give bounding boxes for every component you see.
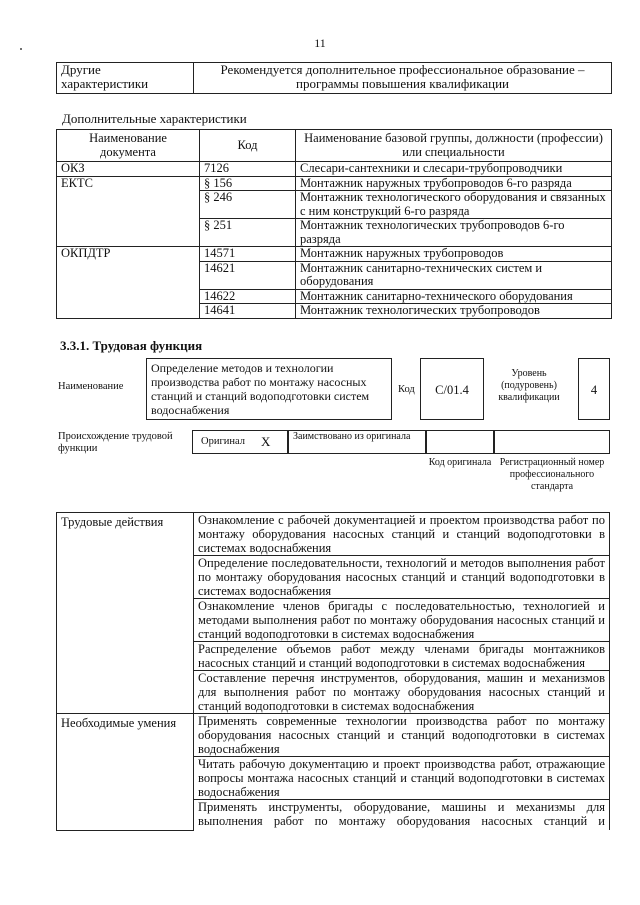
code-cell: 14641 [200, 304, 296, 319]
table-row [57, 162, 612, 177]
function-details-table [56, 512, 610, 831]
name-cell: Монтажник наружных трубопроводов 6-го разряда [296, 176, 612, 191]
code-original-label: Код оригинала [428, 457, 492, 468]
code-cell: 7126 [200, 162, 296, 177]
name-cell: Монтажник технологического оборудования и связанных с ним конструкций 6-го разряда [296, 191, 612, 219]
name-cell: Монтажник наружных трубопроводов [296, 247, 612, 262]
function-code-box: C/01.4 [420, 358, 484, 420]
col-header-code: Код [200, 130, 296, 162]
original-box [192, 430, 288, 454]
action-item: Составление перечня инструментов, оборудования, машин и механизмов для выполнения работ по монтажу оборудования насосных станций и станций водоподготовки в системах водоснабжения [194, 671, 610, 714]
function-name-box: Определение методов и технологии производства работ по монтажу насосных станций и станций водоподготовки систем водоснабжения [146, 358, 392, 420]
doc-cell: ЕКТС [57, 176, 200, 247]
table-row [57, 513, 610, 556]
doc-cell: ОКПДТР [57, 247, 200, 319]
col-header-name: Наименование базовой группы, должности (профессии) или специальности [296, 130, 612, 162]
col-header-doc: Наименование документа [57, 130, 200, 162]
reg-number-label: Регистрационный номер профессионального стандарта [499, 457, 605, 492]
additional-title: Дополнительные характеристики [62, 111, 247, 126]
function-heading: 3.3.1. Трудовая функция [60, 338, 203, 353]
origin-label: Происхождение трудовой функции [58, 431, 173, 454]
name-cell: Монтажник технологических трубопроводов 6-го разряда [296, 219, 612, 247]
table-row [57, 176, 612, 191]
name-cell: Слесари-сантехники и слесари-трубопроводчики [296, 162, 612, 177]
other-label: Другие характеристики [57, 63, 194, 94]
name-cell: Монтажник санитарно-технического оборудования [296, 289, 612, 304]
action-item: Ознакомление членов бригады с последовательностью, технологией и методами выполнения работ по монтажу оборудования насосных станций и станций водоподготовки в системах водоснабжения [194, 599, 610, 642]
level-value-box: 4 [578, 358, 610, 420]
borrowed-box: Заимствовано из оригинала [288, 430, 426, 454]
actions-label: Трудовые действия [57, 513, 194, 714]
table-row [57, 247, 612, 262]
skills-label: Необходимые умения [57, 714, 194, 831]
code-cell: § 156 [200, 176, 296, 191]
code-cell: 14571 [200, 247, 296, 262]
action-item: Определение последовательности, технологий и методов выполнения работ по монтажу оборудования насосных станций и станций водоподготовки в системах водоснабжения [194, 556, 610, 599]
additional-table [56, 129, 612, 319]
reg-number-box [494, 430, 610, 454]
other-text: Рекомендуется дополнительное профессиональное образование – программы повышения квалификации [194, 63, 612, 94]
original-mark: X [261, 434, 271, 449]
action-item: Ознакомление с рабочей документацией и проектом производства работ по монтажу оборудования насосных станций и станций водоподготовки в системах водоснабжения [194, 513, 610, 556]
other-characteristics-table [56, 62, 612, 94]
code-cell: § 251 [200, 219, 296, 247]
level-label: Уровень (подуровень) квалификации [498, 368, 560, 403]
skill-item: Применять современные технологии производства работ по монтажу оборудования насосных станций и станций водоподготовки в системах водоснабжения [194, 714, 610, 757]
name-cell: Монтажник технологических трубопроводов [296, 304, 612, 319]
code-original-box [426, 430, 494, 454]
scan-speck [20, 48, 22, 50]
code-label: Код [398, 384, 415, 395]
code-cell: 14622 [200, 289, 296, 304]
code-cell: § 246 [200, 191, 296, 219]
skill-item: Читать рабочую документацию и проект производства работ, отражающие вопросы монтажа насосных станций и станций водоподготовки в системах водоснабжения [194, 757, 610, 800]
name-label: Наименование [58, 381, 124, 392]
table-row [57, 714, 610, 757]
code-cell: 14621 [200, 261, 296, 289]
name-cell: Монтажник санитарно-технических систем и оборудования [296, 261, 612, 289]
doc-cell: ОКЗ [57, 162, 200, 177]
action-item: Распределение объемов работ между членами бригады монтажников насосных станций и станций водоподготовки в системах водоснабжения [194, 642, 610, 671]
original-label: Оригинал [201, 436, 245, 447]
skill-item: Применять инструменты, оборудование, машины и механизмы для выполнения работ по монтажу оборудования насосных станций и [194, 800, 610, 831]
page-number: 11 [314, 36, 326, 50]
